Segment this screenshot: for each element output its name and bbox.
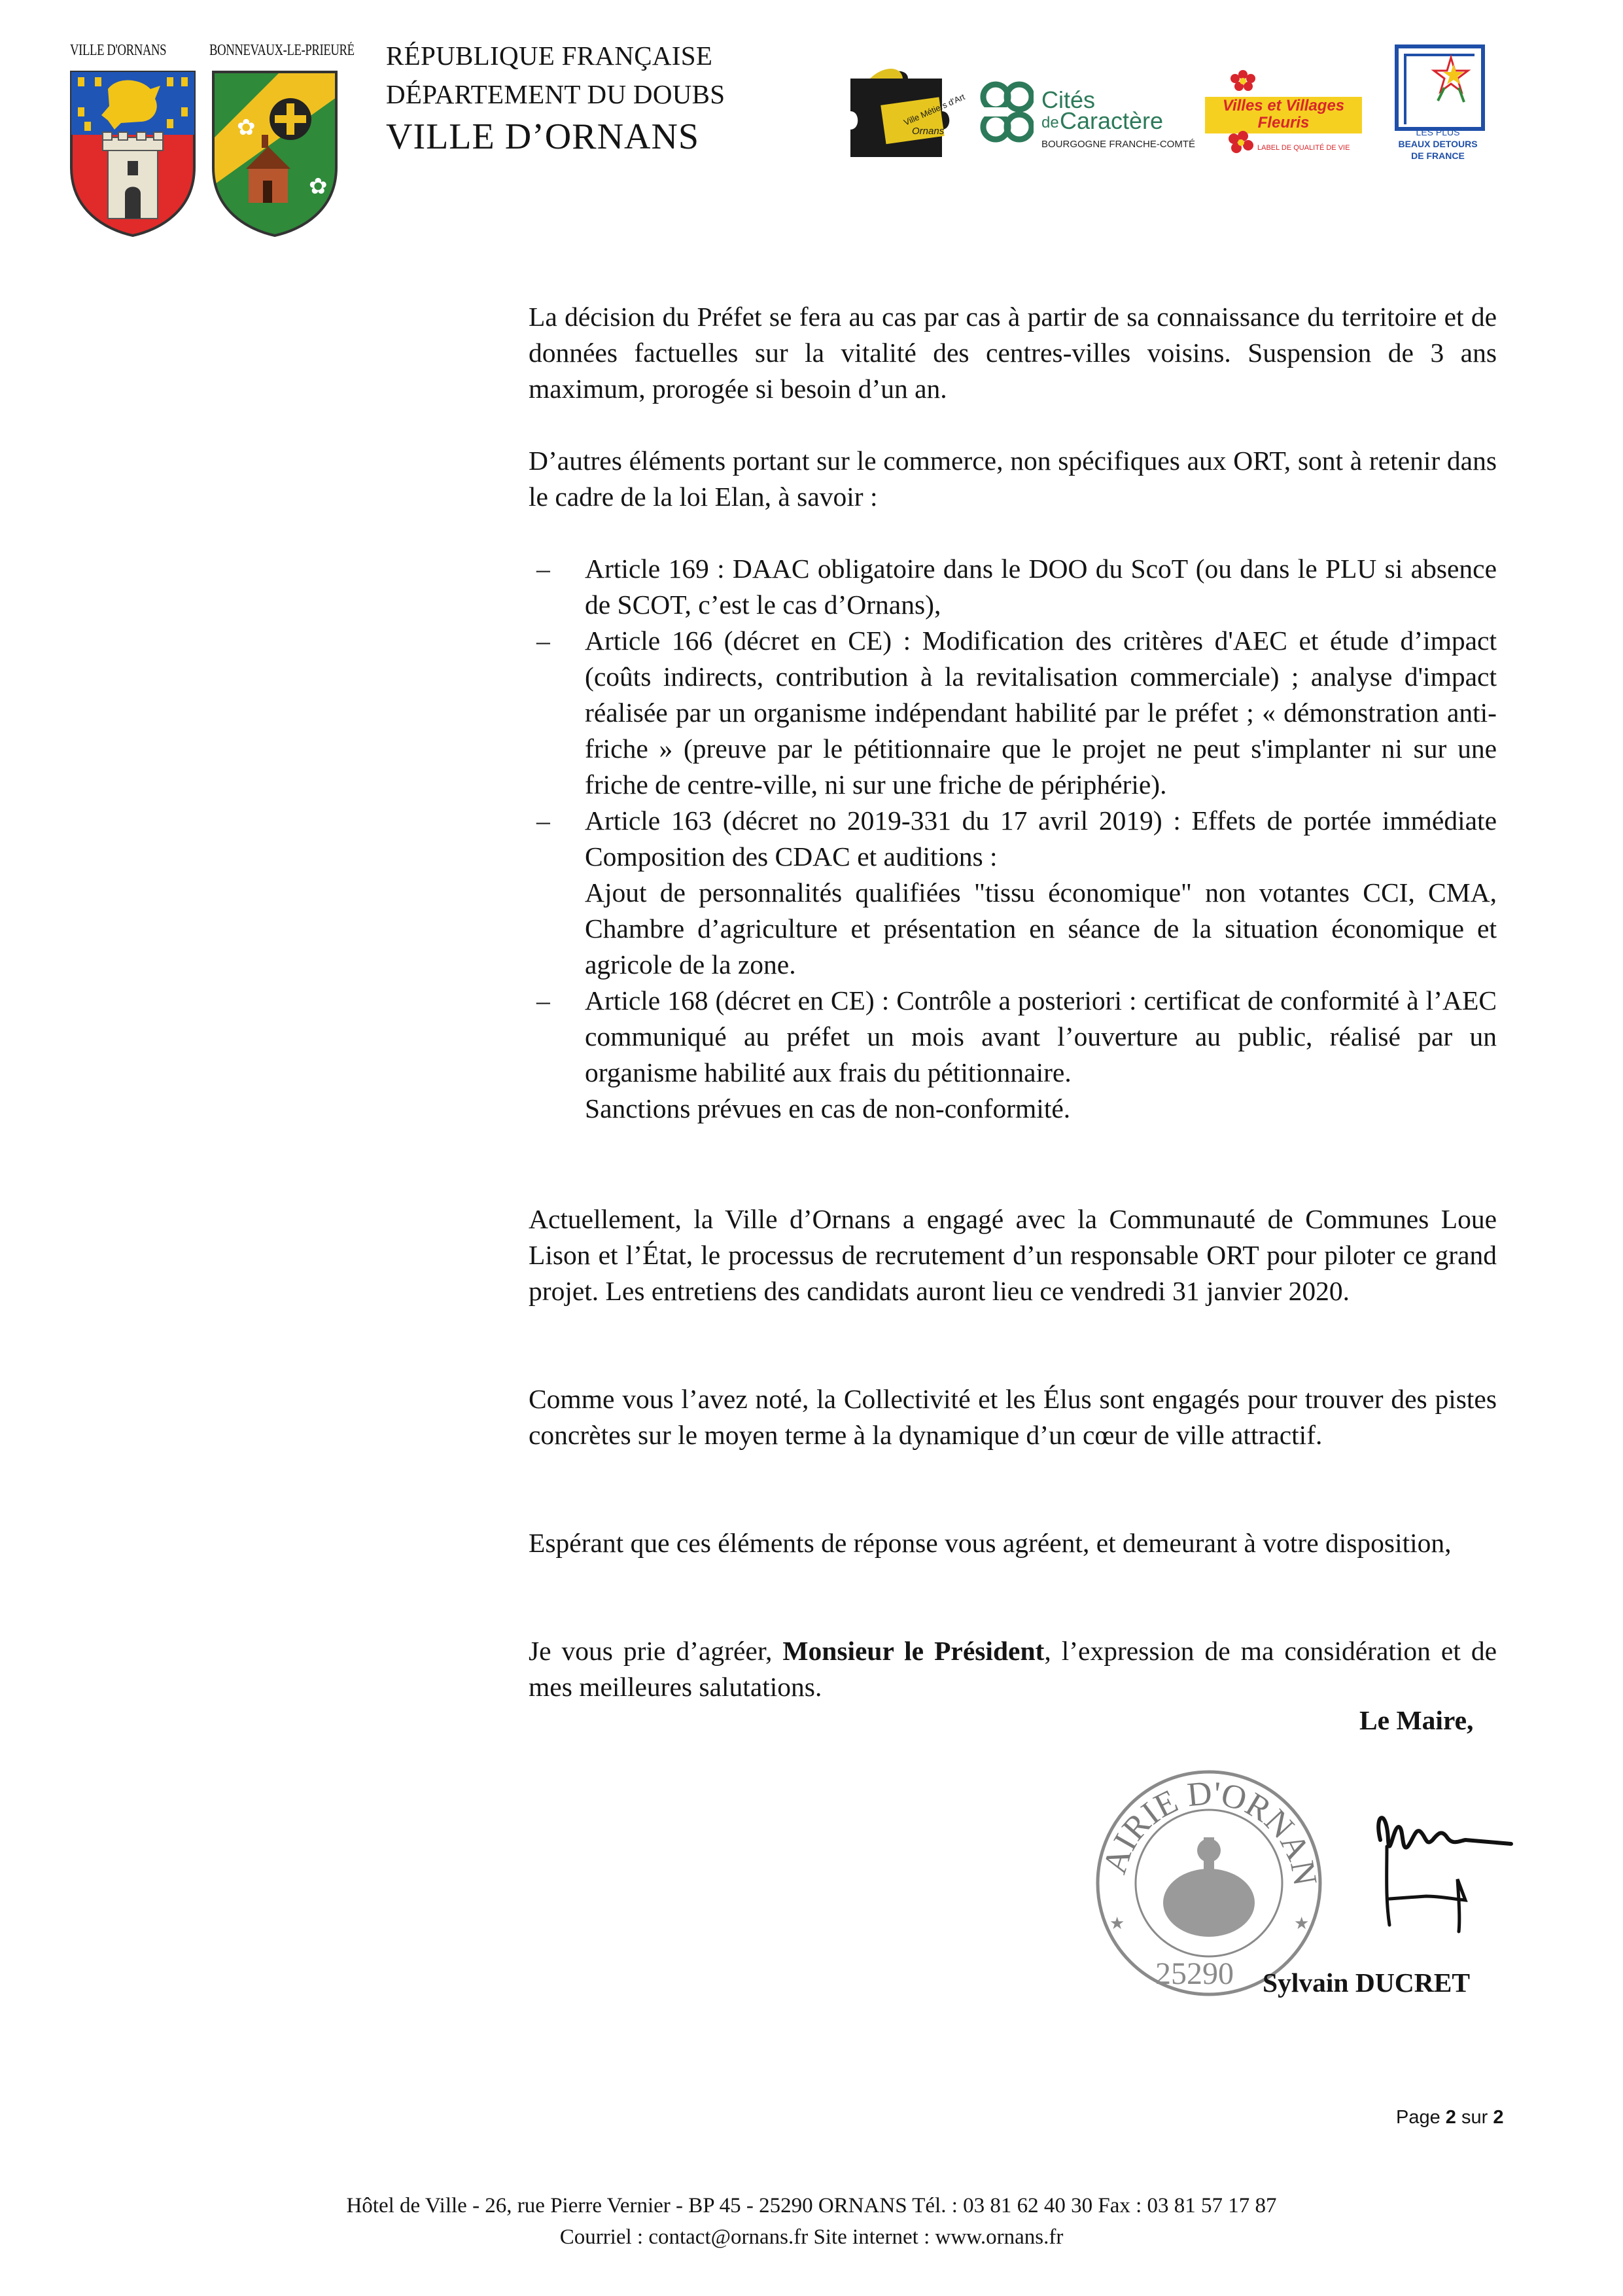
list-dash: – xyxy=(536,805,550,836)
cites-line1: Cités xyxy=(1041,86,1096,113)
page-number xyxy=(1396,2107,1503,2128)
signatory-role: Le Maire, xyxy=(1359,1705,1474,1735)
list-item xyxy=(529,803,1497,983)
list-item xyxy=(529,551,1497,623)
salutation-text-end: , l’expression de ma considération et de mes meilleures salutations. xyxy=(529,1636,1497,1702)
star-icon xyxy=(1399,48,1481,127)
detours-line3: DE FRANCE xyxy=(1411,150,1465,161)
svg-text:★: ★ xyxy=(1294,1914,1310,1933)
header-departement: DÉPARTEMENT DU DOUBS xyxy=(386,79,725,109)
svg-text:✿: ✿ xyxy=(309,175,328,199)
list-item-text: Article 166 (décret en CE) : Modification des critères d'AEC et étude d’impact (coûts indirects, contribution à la revitalisation commerciale) ; analyse d'impact réalisée par un organisme indépendant habilité par le préfet ; « démonstration anti-friche » (preuve par le pétitionnaire que le projet ne peut s'implanter ni sur une friche de centre-ville, ni sur une friche de périphérie). xyxy=(585,626,1497,800)
list-dash: – xyxy=(536,554,550,584)
list-item-text-continued: Ajout de personnalités qualifiées "tissu économique" non votantes CCI, CMA, Chambre d’agriculture et présentation en séance de la situation économique et agricole de la zone. xyxy=(585,877,1497,980)
handwritten-signature xyxy=(1361,1801,1531,1941)
villages-label: LABEL DE QUALITÉ DE VIE xyxy=(1257,144,1350,152)
paragraph-collectivite: Comme vous l’avez noté, la Collectivité et les Élus sont engagés pour trouver des pistes concrètes sur le moyen terme à la dynamique d’un cœur de ville attractif. xyxy=(529,1384,1497,1450)
addressee-title: Monsieur le Président xyxy=(782,1636,1045,1666)
paragraph-salutations xyxy=(529,1633,1497,1705)
cites-caractere-icon xyxy=(980,77,1034,148)
paragraph-elan-intro: D’autres éléments portant sur le commerce, non spécifiques aux ORT, sont à retenir dans le cadre de la loi Elan, à savoir : xyxy=(529,446,1497,512)
svg-text:★: ★ xyxy=(1109,1914,1125,1933)
cites-region: BOURGOGNE FRANCHE-COMTÉ xyxy=(1041,139,1196,150)
header-republique: RÉPUBLIQUE FRANÇAISE xyxy=(386,41,713,71)
flower-icon xyxy=(1225,69,1264,96)
paragraph-prefet-decision: La décision du Préfet se fera au cas par cas à partir de sa connaissance du territoire et de données factuelles sur la vitalité des centres-villes voisins. Suspension de 3 ans maximum, prorogée si besoin d’un an. xyxy=(529,302,1497,404)
signatory-name: Sylvain DUCRET xyxy=(1263,1968,1471,1998)
list-item-text: Article 163 (décret no 2019-331 du 17 avril 2019) : Effets de portée immédiate Composition des CDAC et auditions : xyxy=(585,805,1497,872)
cites-line3: Caractère xyxy=(1060,107,1164,134)
ornans-crest xyxy=(69,69,197,237)
cites-line2: de xyxy=(1041,114,1059,132)
list-item-text-continued: Sanctions prévues en cas de non-conformité. xyxy=(585,1093,1071,1123)
page-prefix: Page xyxy=(1396,2107,1446,2128)
list-dash: – xyxy=(536,985,550,1016)
list-item xyxy=(529,623,1497,803)
list-dash: – xyxy=(536,626,550,656)
paragraph-esperant: Espérant que ces éléments de réponse vous agréent, et demeurant à votre disposition, xyxy=(529,1528,1452,1558)
paragraph-recrutement: Actuellement, la Ville d’Ornans a engagé avec la Communauté de Communes Loue Lison et l’État, le processus de recrutement d’un responsable ORT pour piloter ce grand projet. Les entretiens des candidats auront lieu ce vendredi 31 janvier 2020. xyxy=(529,1204,1497,1306)
header-ville: VILLE D’ORNANS xyxy=(386,116,700,157)
stamp-code: 25290 xyxy=(1155,1956,1234,1991)
page-middle: sur xyxy=(1456,2107,1493,2128)
metiers-art-logo xyxy=(844,65,967,167)
footer-contact: Courriel : contact@ornans.fr Site internet : www.ornans.fr xyxy=(559,2225,1064,2249)
flower-icon xyxy=(1225,130,1257,156)
detours-line2: BEAUX DETOURS xyxy=(1398,139,1478,149)
metiers-art-place: Ornans xyxy=(912,126,945,137)
cites-caractere-logo xyxy=(980,77,1196,151)
articles-list xyxy=(529,551,1497,1127)
list-item xyxy=(529,983,1497,1127)
stamp-text: AIRIE D'ORNAN xyxy=(1096,1775,1324,1889)
footer-address: Hôtel de Ville - 26, rue Pierre Vernier - BP 45 - 25290 ORNANS Tél. : 03 81 62 40 30 Fax : 03 81 57 17 87 xyxy=(346,2194,1277,2217)
page-total: 2 xyxy=(1493,2107,1504,2128)
salutation-text: Je vous prie d’agréer, xyxy=(529,1636,783,1666)
list-item-text: Article 168 (décret en CE) : Contrôle a posteriori : certificat de conformité à l’AEC communiqué au préfet un mois avant l’ouverture au public, réalisé par un organisme habilité aux frais du pétitionnaire. xyxy=(585,985,1497,1087)
villages-line1: Villes et Villages xyxy=(1222,97,1345,115)
page-current: 2 xyxy=(1445,2107,1456,2128)
bonnevaux-crest xyxy=(211,69,339,237)
villages-line2: Fleuris xyxy=(1257,114,1310,132)
list-item-text: Article 169 : DAAC obligatoire dans le DOO du ScoT (ou dans le PLU si absence de SCOT, c’est le cas d’Ornans), xyxy=(585,554,1497,620)
detours-line1: LES PLUS xyxy=(1416,127,1460,137)
svg-text:✿: ✿ xyxy=(237,116,256,140)
crest-right-label: BONNEVAUX-LE-PRIEURÉ xyxy=(209,42,355,59)
crest-left-label: VILLE D'ORNANS xyxy=(70,42,167,59)
beaux-detours-logo xyxy=(1392,42,1484,170)
villages-fleuris-logo xyxy=(1205,69,1362,161)
metiers-art-title: Ville Métiers d'Art xyxy=(902,92,967,128)
